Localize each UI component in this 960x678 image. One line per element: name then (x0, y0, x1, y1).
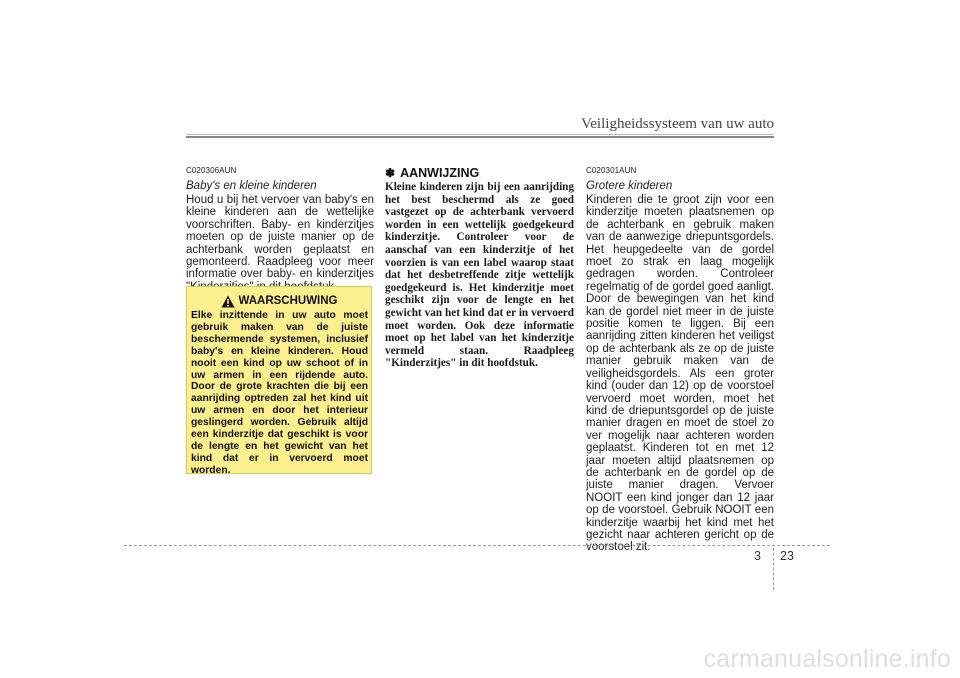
watermark: carmanualsonline.info (703, 645, 951, 673)
chapter-number: 3 (754, 549, 761, 563)
note-header (385, 166, 574, 180)
section-code-right: C020301AUN (586, 166, 637, 175)
note-text: Kleine kinderen zijn bij een aanrijding het best beschermd als ze goed vastgezet op de achterbank vervoerd worden in een wettelijk goedgekeurd kinderzitje. Controleer voor de aanschaf van een kinderzitje of het voorzien is van een label waarop staat dat het desbetreffende zitje wettelijk goedgekeurd is. Het kinderzitje moet geschikt zijn voor de lengte en het gewicht van het kind dat er in vervoerd moet worden. Ook deze informatie moet op het label van het kinderzitje vermeld staan. Raadpleeg "Kinderzitjes" in dit hoofdstuk. (385, 181, 574, 370)
note-star-icon: ✽ (385, 166, 396, 180)
left-column (186, 166, 374, 293)
middle-column (385, 166, 574, 370)
warning-triangle-icon (221, 295, 235, 308)
section-body: Houd u bij het vervoer van baby's en kleine kinderen aan de wettelijke voorschriften. Baby- en kinderzitjes moeten op de juiste manier op de achterbank worden geplaatst en gemonteerd. Raadpleeg voor meer informatie over baby- en kinderzitjes (186, 194, 374, 281)
section-body-right: Kinderen die te groot zijn voor een kinderzitje moeten plaatsnemen op de achterbank en gebruik maken van de aanwezige driepuntsgordels. Het heupgedeelte van de gordel moet zo strak en laag mogelijk gedragen worden. Controleer regelmatig of de gordel goed aanligt. Door de bewegingen van het kind kan de gordel niet meer in de juiste positie komen te liggen. Bij een aanrijding zitten kinderen het veiligst op de achterbank als ze op de juiste manier gebruik maken van de veiligheidsgordels. Als een groter kind (ouder dan 12) op de voorstoel vervoerd moet worden, moet het kind de driepuntsgordel op de juiste manier dragen en moet de stoel zo ver mogelijk naar achteren worden geplaatst. Kinderen tot en met 12 jaar moeten altijd plaatsnemen op de achterbank en de gordel op de juiste manier dragen. Vervoer NOOIT een kind jonger dan 12 jaar op de voorstoel. Gebruik NOOIT een kinderzitje waarbij het kind met het gezicht naar achteren gericht op de voorstoel zit. (586, 194, 774, 554)
page-number-separator (773, 548, 774, 590)
section-code: C020306AUN (186, 166, 237, 175)
warning-title: WAARSCHUWING (238, 295, 338, 307)
section-subtitle-right: Grotere kinderen (586, 180, 673, 192)
section-subtitle: Baby's en kleine kinderen (186, 180, 317, 192)
footer-rule (124, 545, 830, 546)
warning-header (191, 293, 368, 309)
note-title: AANWIJZING (400, 166, 480, 180)
warning-box (186, 286, 372, 474)
right-column (586, 166, 774, 554)
header-rule (186, 134, 774, 138)
warning-text: Elke inzittende in uw auto moet gebruik maken van de juiste beschermende systemen, inclusief baby's en kleine kinderen. Houd nooit een kind op uw schoot of in uw armen in een rijdende auto. Door de grote krachten die bij een aanrijding optreden zal het kind uit uw armen en door het interieur geslingerd worden. Gebruik altijd een kinderzitje dat geschikt is voor de lengte en het gewicht van het kind dat er in vervoerd moet worden. (191, 310, 368, 476)
running-header-title: Veiligheidssysteem van uw auto (581, 116, 774, 132)
page-number: 23 (780, 549, 794, 563)
